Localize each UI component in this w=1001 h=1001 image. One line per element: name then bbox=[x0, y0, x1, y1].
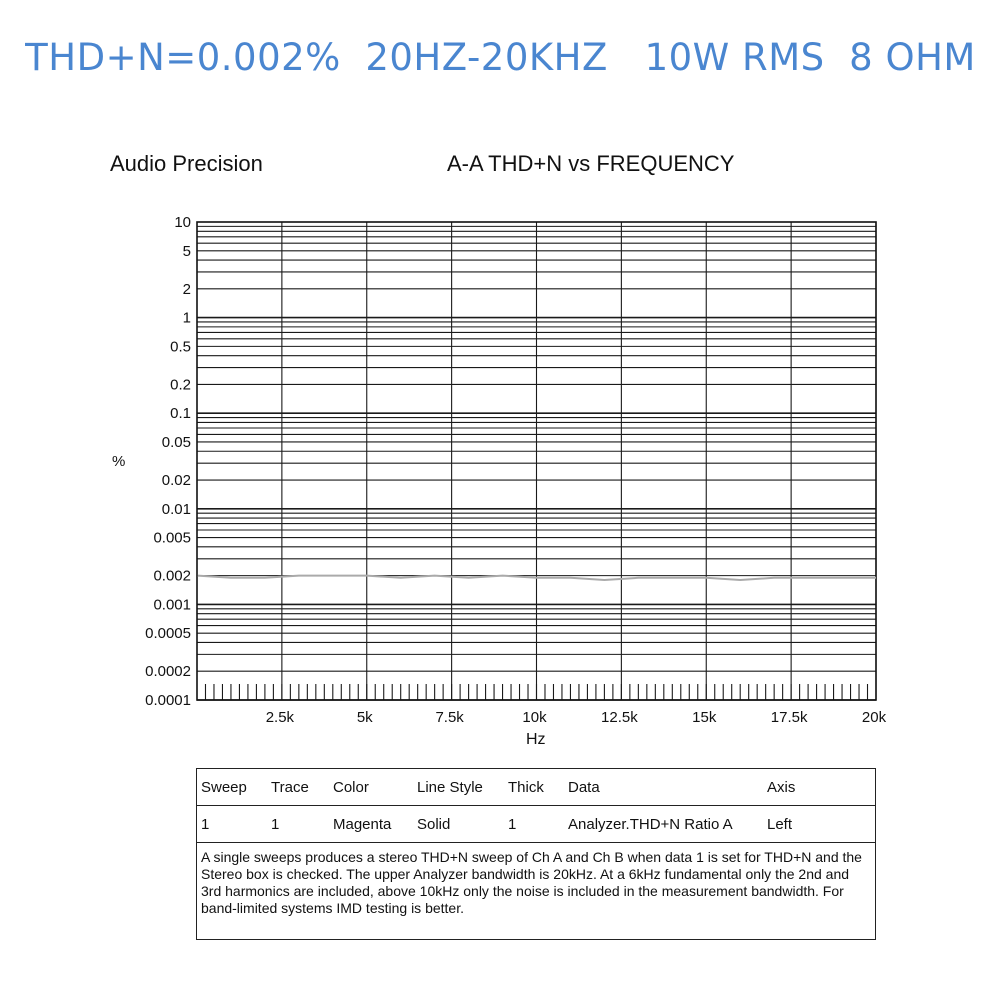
spec-headline: THD+N=0.002% 20HZ-20KHZ 10W RMS 8 OHM bbox=[25, 36, 976, 79]
y-tick-label: 0.0001 bbox=[145, 692, 191, 709]
y-tick-label: 0.02 bbox=[161, 472, 191, 490]
chart-title: A-A THD+N vs FREQUENCY bbox=[447, 151, 735, 176]
y-tick-label: 1 bbox=[182, 309, 191, 327]
legend-data-row bbox=[197, 806, 875, 843]
legend-header-row bbox=[197, 769, 875, 806]
legend-header-cell: Line Style bbox=[417, 778, 483, 796]
legend-header-cell: Thick bbox=[508, 778, 544, 796]
legend-header-cell: Sweep bbox=[201, 778, 247, 796]
legend-cell: Solid bbox=[417, 815, 451, 833]
x-tick-label: 2.5k bbox=[265, 709, 295, 726]
legend-header-cell: Data bbox=[568, 778, 600, 796]
y-tick-label: 0.0002 bbox=[145, 663, 191, 681]
x-tick-label: 20k bbox=[861, 709, 887, 726]
y-tick-label: 10 bbox=[174, 214, 191, 231]
y-tick-label: 2 bbox=[182, 280, 191, 298]
y-tick-label: 0.0005 bbox=[145, 625, 191, 643]
legend-note: A single sweeps produces a stereo THD+N sweep of Ch A and Ch B when data 1 is set for THD+N and the Stereo box is checked. The upper Analyzer bandwidth is 20kHz. At a 6kHz fundamental only the 2nd and 3rd harmonics are included, above 10kHz only the noise is included in the measurement bandwidth. For band-limited systems IMD testing is better. bbox=[201, 849, 862, 916]
legend-cell: 1 bbox=[271, 815, 280, 833]
y-tick-label: 0.002 bbox=[153, 567, 191, 585]
x-tick-label: 5k bbox=[356, 709, 373, 726]
legend-header-cell: Trace bbox=[271, 778, 309, 796]
x-tick-label: 17.5k bbox=[770, 709, 808, 726]
y-tick-label: 0.1 bbox=[170, 405, 191, 423]
trace-legend bbox=[196, 768, 876, 940]
y-tick-label: 0.001 bbox=[153, 596, 191, 614]
legend-cell: 1 bbox=[508, 815, 517, 833]
legend-cell: Left bbox=[767, 815, 793, 833]
x-tick-label: 7.5k bbox=[435, 709, 464, 726]
y-tick-label: 0.005 bbox=[153, 529, 191, 547]
legend-table bbox=[197, 769, 875, 843]
x-tick-label: 15k bbox=[692, 709, 717, 726]
legend-cell: 1 bbox=[201, 815, 210, 833]
x-tick-label: 10k bbox=[522, 709, 547, 726]
x-tick-label: 12.5k bbox=[601, 709, 638, 726]
legend-header-cell: Color bbox=[333, 778, 369, 796]
y-tick-label: 5 bbox=[182, 242, 191, 260]
brand-label: Audio Precision bbox=[110, 151, 263, 176]
legend-cell: Magenta bbox=[333, 815, 392, 833]
y-axis-label: % bbox=[112, 453, 126, 470]
legend-cell: Analyzer.THD+N Ratio A bbox=[568, 815, 733, 833]
y-tick-label: 0.01 bbox=[161, 500, 191, 518]
legend-header-cell: Axis bbox=[767, 778, 796, 796]
y-tick-label: 0.05 bbox=[161, 433, 191, 451]
x-axis-label: Hz bbox=[526, 731, 546, 748]
y-tick-label: 0.5 bbox=[170, 338, 191, 356]
y-tick-label: 0.2 bbox=[170, 376, 191, 394]
